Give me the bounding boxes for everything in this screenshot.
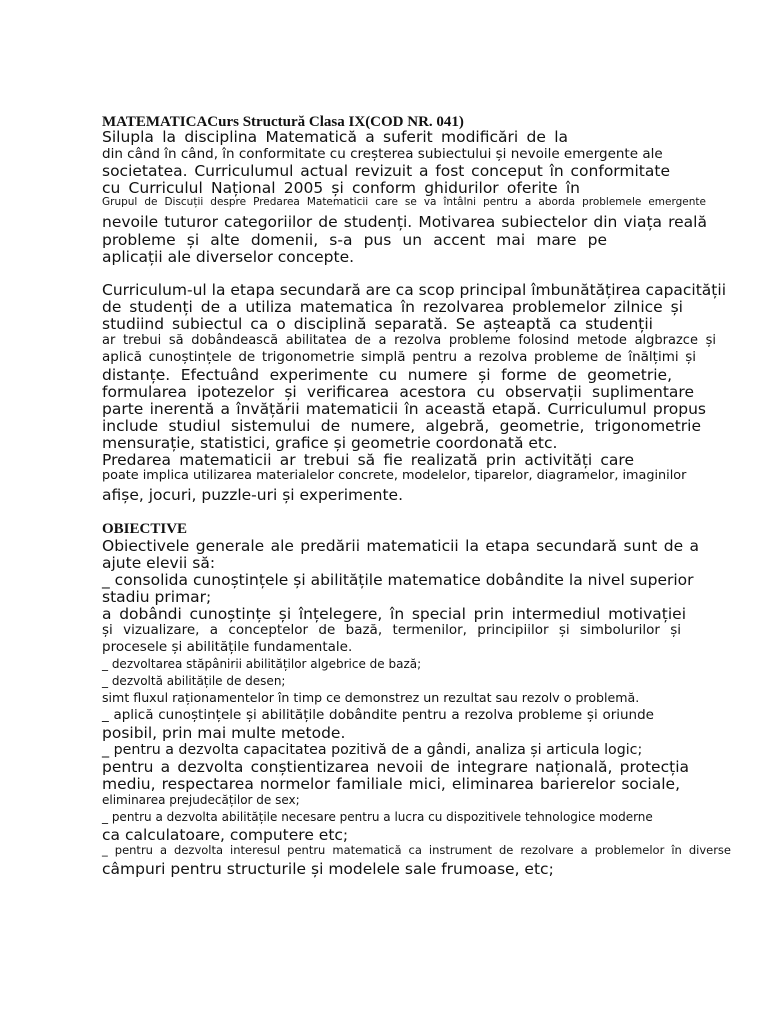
paragraph-line: afișe, jocuri, puzzle-uri și experimente.	[102, 486, 403, 504]
paragraph-line: de studenți de a utiliza matematica în rezolvarea problemelor zilnice și	[102, 298, 683, 316]
list-item: câmpuri pentru structurile și modelele sale frumoase, etc;	[102, 860, 554, 878]
paragraph-line: aplică cunoștințele de trigonometrie simplă pentru a rezolva probleme de înălțimi și	[102, 349, 696, 365]
document-title: MATEMATICACurs Structură Clasa IX(COD NR. 041)	[102, 114, 464, 130]
list-item: ca calculatoare, computere etc;	[102, 826, 349, 844]
list-item: a dobândi cunoștințe și înțelegere, în special prin intermediul motivației	[102, 605, 686, 623]
list-item: posibil, prin mai multe metode.	[102, 724, 346, 742]
paragraph-line: Curriculum-ul la etapa secundară are ca scop principal îmbunătățirea capacității	[102, 281, 726, 299]
paragraph-line: mensurație, statistici, grafice și geometrie coordonată etc.	[102, 434, 558, 452]
paragraph-line: parte inerentă a învățării matematicii în această etapă. Curriculumul propus	[102, 400, 706, 418]
paragraph-line: probleme și alte domenii, s-a pus un accent mai mare pe	[102, 231, 607, 249]
paragraph-line: formularea ipotezelor și verificarea acestora cu observații suplimentare	[102, 383, 694, 401]
paragraph-line: din când în când, în conformitate cu creșterea subiectului și nevoile emergente ale	[102, 146, 663, 162]
paragraph-line: cu Curriculul Național 2005 și conform ghidurilor oferite în	[102, 179, 580, 197]
list-item: eliminarea prejudecăților de sex;	[102, 793, 300, 807]
objectives-heading: OBIECTIVE	[102, 521, 188, 537]
list-item: _ consolida cunoștințele și abilitățile matematice dobândite la nivel superior	[102, 571, 694, 589]
list-item: _ dezvoltarea stăpânirii abilităților algebrice de bază;	[102, 657, 422, 671]
paragraph-line: Silupla la disciplina Matematică a suferit modificări de la	[102, 128, 568, 146]
paragraph-line: nevoile tuturor categoriilor de studenți. Motivarea subiectelor din viața reală	[102, 213, 707, 231]
paragraph-line: distanțe. Efectuând experimente cu numere și forme de geometrie,	[102, 366, 672, 384]
list-item: _ pentru a dezvolta interesul pentru matematică ca instrument de rezolvare a problemelor în diverse	[102, 843, 731, 857]
list-item: stadiu primar;	[102, 588, 212, 606]
list-item: mediu, respectarea normelor familiale mici, eliminarea barierelor sociale,	[102, 775, 680, 793]
paragraph-line: Predarea matematicii ar trebui să fie realizată prin activități care	[102, 451, 634, 469]
list-item: simt fluxul raționamentelor în timp ce demonstrez un rezultat sau rezolv o problemă.	[102, 690, 640, 705]
paragraph-line: societatea. Curriculumul actual revizuit a fost conceput în conformitate	[102, 162, 670, 180]
list-item: și vizualizare, a conceptelor de bază, termenilor, principiilor și simbolurilor și	[102, 622, 681, 638]
paragraph-line: ar trebui să dobândească abilitatea de a rezolva probleme folosind metode algbrazce și	[102, 333, 716, 348]
list-item: _ aplică cunoștințele și abilitățile dobândite pentru a rezolva probleme și oriunde	[102, 707, 654, 723]
paragraph-line: include studiul sistemului de numere, algebră, geometrie, trigonometrie	[102, 417, 701, 435]
list-item: _ dezvoltă abilitățile de desen;	[102, 674, 286, 688]
list-item: _ pentru a dezvolta capacitatea pozitivă de a gândi, analiza și articula logic;	[102, 742, 643, 758]
list-item: Obiectivele generale ale predării matematicii la etapa secundară sunt de a	[102, 537, 699, 555]
list-item: ajute elevii să:	[102, 554, 216, 572]
list-item: procesele și abilitățile fundamentale.	[102, 639, 353, 655]
list-item: pentru a dezvolta conștientizarea nevoii de integrare națională, protecția	[102, 758, 689, 776]
list-item: _ pentru a dezvolta abilitățile necesare pentru a lucra cu dispozitivele tehnologice moderne	[102, 810, 653, 824]
paragraph-line: poate implica utilizarea materialelor concrete, modelelor, tiparelor, diagramelor, imaginilor	[102, 468, 687, 483]
paragraph-line: Grupul de Discuții despre Predarea Matematicii care se va întâlni pentru a aborda problemele emergente	[102, 196, 706, 208]
paragraph-line: studiind subiectul ca o disciplină separată. Se așteaptă ca studenții	[102, 315, 653, 333]
paragraph-line: aplicații ale diverselor concepte.	[102, 248, 355, 266]
